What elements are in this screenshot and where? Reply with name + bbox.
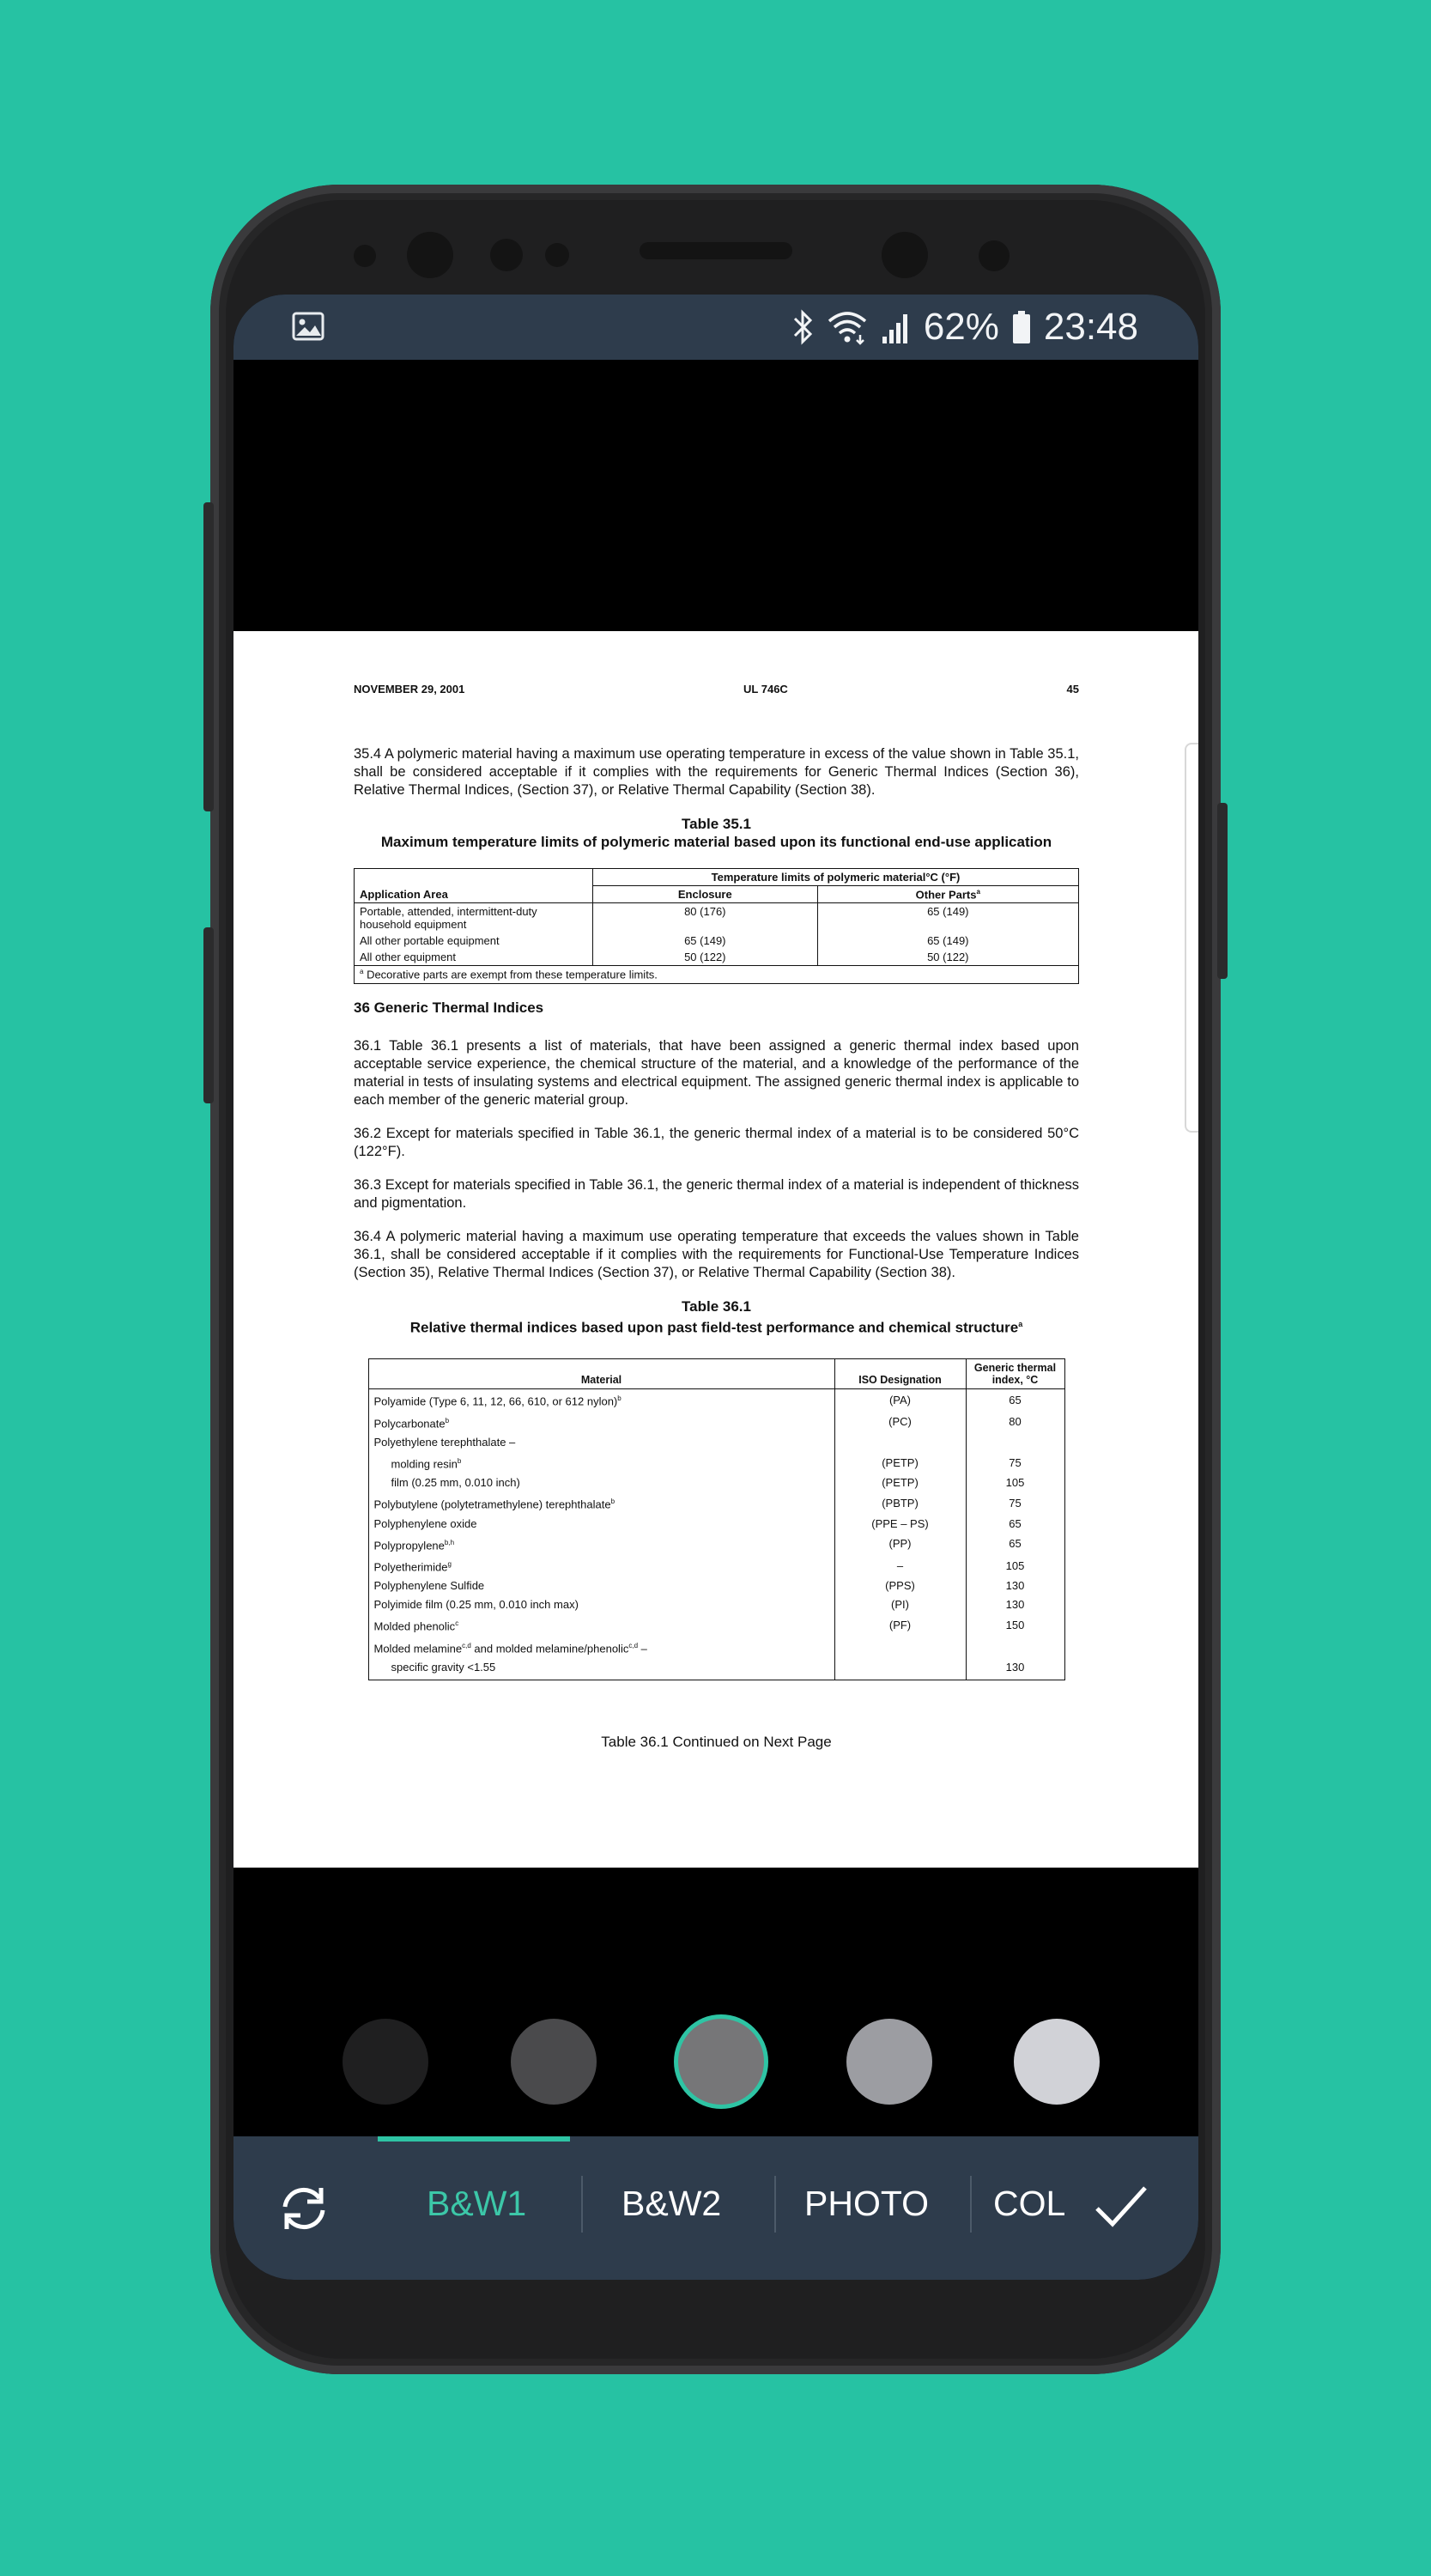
footnote-marker: a (360, 968, 364, 976)
clock: 23:48 (1043, 306, 1138, 348)
table-row (368, 1433, 1064, 1452)
table-row (368, 1534, 1064, 1555)
table-row (368, 1637, 1064, 1658)
table-row (368, 1577, 1064, 1595)
footnote-marker: a (976, 888, 980, 896)
table-row (368, 1658, 1064, 1680)
status-bar (233, 295, 1198, 360)
thermal-index-cell: 65 (966, 1515, 1064, 1534)
footnote-text: Decorative parts are exempt from these temperature limits. (363, 968, 658, 981)
table-row (368, 1515, 1064, 1534)
thermal-index-cell: 65 (966, 1389, 1064, 1412)
table-cell: 65 (149) (817, 933, 1078, 949)
phone-side-button-left-bottom (203, 927, 214, 1103)
footnote-marker: g (447, 1559, 452, 1568)
tab-photo[interactable]: PHOTO (804, 2184, 930, 2223)
document-page (354, 683, 1079, 1751)
footnote-marker: b (445, 1416, 450, 1425)
iso-designation-cell (834, 1637, 966, 1658)
table-cell: All other portable equipment (355, 933, 593, 949)
wifi-icon (826, 309, 869, 345)
material-cell (368, 1595, 834, 1614)
footnote-marker: c,d (628, 1641, 639, 1649)
thermal-index-cell (966, 1637, 1064, 1658)
material-name: molding resin (391, 1457, 458, 1471)
material-cell (368, 1637, 834, 1658)
col-application-area: Application Area (355, 869, 593, 903)
iso-designation-cell: (PI) (834, 1595, 966, 1614)
phone-side-button-left-top (203, 502, 214, 811)
table-row (368, 1614, 1064, 1636)
table-cell: Portable, attended, intermittent-duty household equipment (355, 903, 593, 933)
tab-divider (774, 2176, 776, 2233)
material-cell (368, 1492, 834, 1514)
thermal-index-cell: 80 (966, 1412, 1064, 1433)
thermal-index-cell: 130 (966, 1577, 1064, 1595)
thermal-index-cell: 105 (966, 1555, 1064, 1577)
status-icons (791, 301, 1138, 353)
table-cell: 65 (149) (593, 933, 818, 949)
check-icon[interactable] (1092, 2179, 1150, 2234)
material-name: Molded phenolic (373, 1619, 456, 1633)
col-enclosure: Enclosure (593, 886, 818, 903)
material-cell (368, 1515, 834, 1534)
material-name: Polyamide (Type 6, 11, 12, 66, 610, or 612 nylon) (373, 1394, 618, 1408)
iso-designation-cell: (PA) (834, 1389, 966, 1412)
signal-icon (881, 309, 912, 345)
iso-designation-cell: (PETP) (834, 1452, 966, 1473)
thermal-index-cell: 130 (966, 1595, 1064, 1614)
paragraph-36-3: 36.3 Except for materials specified in Table 36.1, the generic thermal index of a material is independent of thickness and pigmentation. (354, 1176, 1079, 1211)
table-row (368, 1492, 1064, 1514)
front-camera (407, 232, 453, 278)
table-row (368, 1595, 1064, 1614)
table-35-1-number: Table 35.1 (682, 816, 751, 832)
footnote-marker: c (455, 1619, 459, 1628)
active-tab-indicator (378, 2136, 570, 2142)
iso-designation-cell: (PP) (834, 1534, 966, 1555)
thermal-index-cell: 65 (966, 1534, 1064, 1555)
iso-designation-cell: (PF) (834, 1614, 966, 1636)
material-name: Polypropylene (373, 1538, 445, 1552)
swatch-light-gray[interactable] (846, 2019, 932, 2105)
swatch-dark-gray[interactable] (511, 2019, 597, 2105)
table-row (368, 1452, 1064, 1473)
header-page-number: 45 (1066, 683, 1079, 696)
material-name-tail: – (638, 1641, 647, 1655)
footnote-marker: b,h (444, 1538, 455, 1546)
tab-divider (970, 2176, 972, 2233)
material-cell (368, 1614, 834, 1636)
front-sensor-1 (354, 245, 376, 267)
phone-screen (233, 295, 1198, 2280)
thermal-index-cell: 75 (966, 1492, 1064, 1514)
swatch-darkest[interactable] (343, 2019, 428, 2105)
table-cell: All other equipment (355, 949, 593, 966)
tab-color[interactable]: COL (993, 2184, 1066, 2223)
material-cell (368, 1577, 834, 1595)
iso-designation-cell: (PC) (834, 1412, 966, 1433)
tab-bw2[interactable]: B&W2 (622, 2184, 722, 2223)
material-cell (368, 1534, 834, 1555)
material-cell (368, 1658, 834, 1680)
iso-designation-cell: – (834, 1555, 966, 1577)
col-generic-thermal-index: Generic thermal index, °C (966, 1359, 1064, 1389)
table-cell: 50 (122) (593, 949, 818, 966)
footnote-marker: a (1018, 1319, 1023, 1328)
header-standard: UL 746C (743, 683, 788, 696)
front-sensor-2 (490, 239, 523, 271)
table-35-1-caption (354, 815, 1079, 851)
front-sensor-3 (545, 243, 569, 267)
iso-designation-cell: (PETP) (834, 1473, 966, 1492)
col-other-parts (817, 886, 1078, 903)
material-name: Polybutylene (polytetramethylene) terephthalate (373, 1498, 611, 1511)
table-cell: 80 (176) (593, 903, 818, 933)
material-name: Polyphenylene Sulfide (373, 1579, 485, 1593)
material-name-extra: and molded melamine/phenolic (470, 1641, 629, 1655)
table-cell: 65 (149) (817, 903, 1078, 933)
page-header (354, 683, 1079, 696)
material-name: Polyimide film (0.25 mm, 0.010 inch max) (373, 1598, 579, 1612)
material-cell (368, 1555, 834, 1577)
material-name: Molded melamine (373, 1641, 463, 1655)
footnote-marker: c,d (462, 1641, 471, 1649)
col-other-parts-label: Other Parts (915, 888, 977, 902)
thermal-index-cell: 75 (966, 1452, 1064, 1473)
iso-designation-cell: (PPS) (834, 1577, 966, 1595)
material-cell (368, 1473, 834, 1492)
phone-side-button-right (1217, 803, 1228, 979)
iso-designation-cell (834, 1433, 966, 1452)
battery-icon (1011, 309, 1032, 345)
section-36-title: 36 Generic Thermal Indices (354, 999, 544, 1016)
col-temperature-limits: Temperature limits of polymeric material°C (°F) (593, 869, 1079, 886)
iso-designation-cell: (PBTP) (834, 1492, 966, 1514)
footnote-marker: b (457, 1456, 462, 1465)
thermal-index-cell: 105 (966, 1473, 1064, 1492)
paragraph-36-2: 36.2 Except for materials specified in Table 36.1, the generic thermal index of a material is to be considered 50°C (122°F). (354, 1125, 1079, 1159)
material-name: Polycarbonate (373, 1416, 446, 1430)
document-preview[interactable] (233, 631, 1198, 1868)
image-icon (292, 312, 324, 345)
paragraph-36-1: 36.1 Table 36.1 presents a list of materials, that have been assigned a generic thermal index based upon acceptable service experience, the chemical structure of the material, and a knowledge of the performance of the material in tests of insulating systems and electrical equipment. The assigned generic thermal index is applicable to each member of the generic material group. (354, 1037, 1079, 1108)
material-cell (368, 1452, 834, 1473)
table-35-1 (354, 868, 1079, 984)
battery-percent: 62% (923, 306, 999, 348)
bottom-toolbar (233, 2136, 1198, 2280)
table-row (368, 1412, 1064, 1433)
swatch-lightest[interactable] (1014, 2019, 1100, 2105)
table-footnote (355, 966, 1079, 983)
table-row (368, 1389, 1064, 1412)
material-cell (368, 1433, 834, 1452)
continued-note: Table 36.1 Continued on Next Page (601, 1733, 832, 1750)
rotate-icon[interactable] (276, 2181, 331, 2236)
tab-divider (581, 2176, 583, 2233)
table-36-1 (368, 1358, 1065, 1680)
header-date: NOVEMBER 29, 2001 (354, 683, 465, 696)
iris-camera (882, 232, 928, 278)
table-36-1-title-line (354, 1315, 1079, 1337)
thermal-index-cell: 150 (966, 1614, 1064, 1636)
table-row (368, 1555, 1064, 1577)
filter-swatches (233, 2019, 1198, 2113)
iso-designation-cell: (PPE – PS) (834, 1515, 966, 1534)
col-iso-designation: ISO Designation (834, 1359, 966, 1389)
paragraph-36-4: 36.4 A polymeric material having a maximum use operating temperature that exceeds the values shown in Table 36.1, shall be considered acceptable if it complies with the requirements for Functional-Use Temperature Indices (Section 35), Relative Thermal Indices (Section 37), or Relative Thermal Capability (Section 38). (354, 1228, 1079, 1280)
thermal-index-cell (966, 1433, 1064, 1452)
col-material: Material (368, 1359, 834, 1389)
table-36-1-caption (354, 1297, 1079, 1337)
earpiece-speaker (640, 242, 792, 259)
paragraph-35-4: 35.4 A polymeric material having a maximum use operating temperature in excess of the value shown in Table 35.1, shall be considered acceptable if it complies with the requirements for Generic Thermal Indices (Section 36), Relative Thermal Indices, (Section 37), or Relative Thermal Capability (Section 38). (354, 746, 1079, 798)
material-name: Polyetherimide (373, 1560, 448, 1574)
table-row (368, 1473, 1064, 1492)
footnote-marker: b (617, 1394, 622, 1403)
bluetooth-icon (791, 309, 814, 345)
swatch-medium-gray-selected[interactable] (678, 2019, 764, 2105)
material-name: Polyphenylene oxide (373, 1516, 477, 1530)
iso-designation-cell (834, 1658, 966, 1680)
table-36-1-title: Relative thermal indices based upon past field-test performance and chemical structure (409, 1319, 1019, 1336)
material-name: film (0.25 mm, 0.010 inch) (391, 1476, 520, 1490)
material-name: specific gravity <1.55 (391, 1660, 496, 1674)
table-35-1-title: Maximum temperature limits of polymeric material based upon its functional end-use application (380, 834, 1052, 850)
table-36-1-number: Table 36.1 (682, 1297, 751, 1315)
crop-handle[interactable] (1185, 743, 1198, 1133)
front-sensor-4 (979, 240, 1010, 271)
thermal-index-cell: 130 (966, 1658, 1064, 1680)
footnote-marker: b (610, 1498, 615, 1506)
material-cell (368, 1389, 834, 1412)
table-cell: 50 (122) (817, 949, 1078, 966)
material-cell (368, 1412, 834, 1433)
tab-bw1[interactable]: B&W1 (427, 2184, 527, 2223)
material-name: Polyethylene terephthalate – (373, 1435, 516, 1449)
